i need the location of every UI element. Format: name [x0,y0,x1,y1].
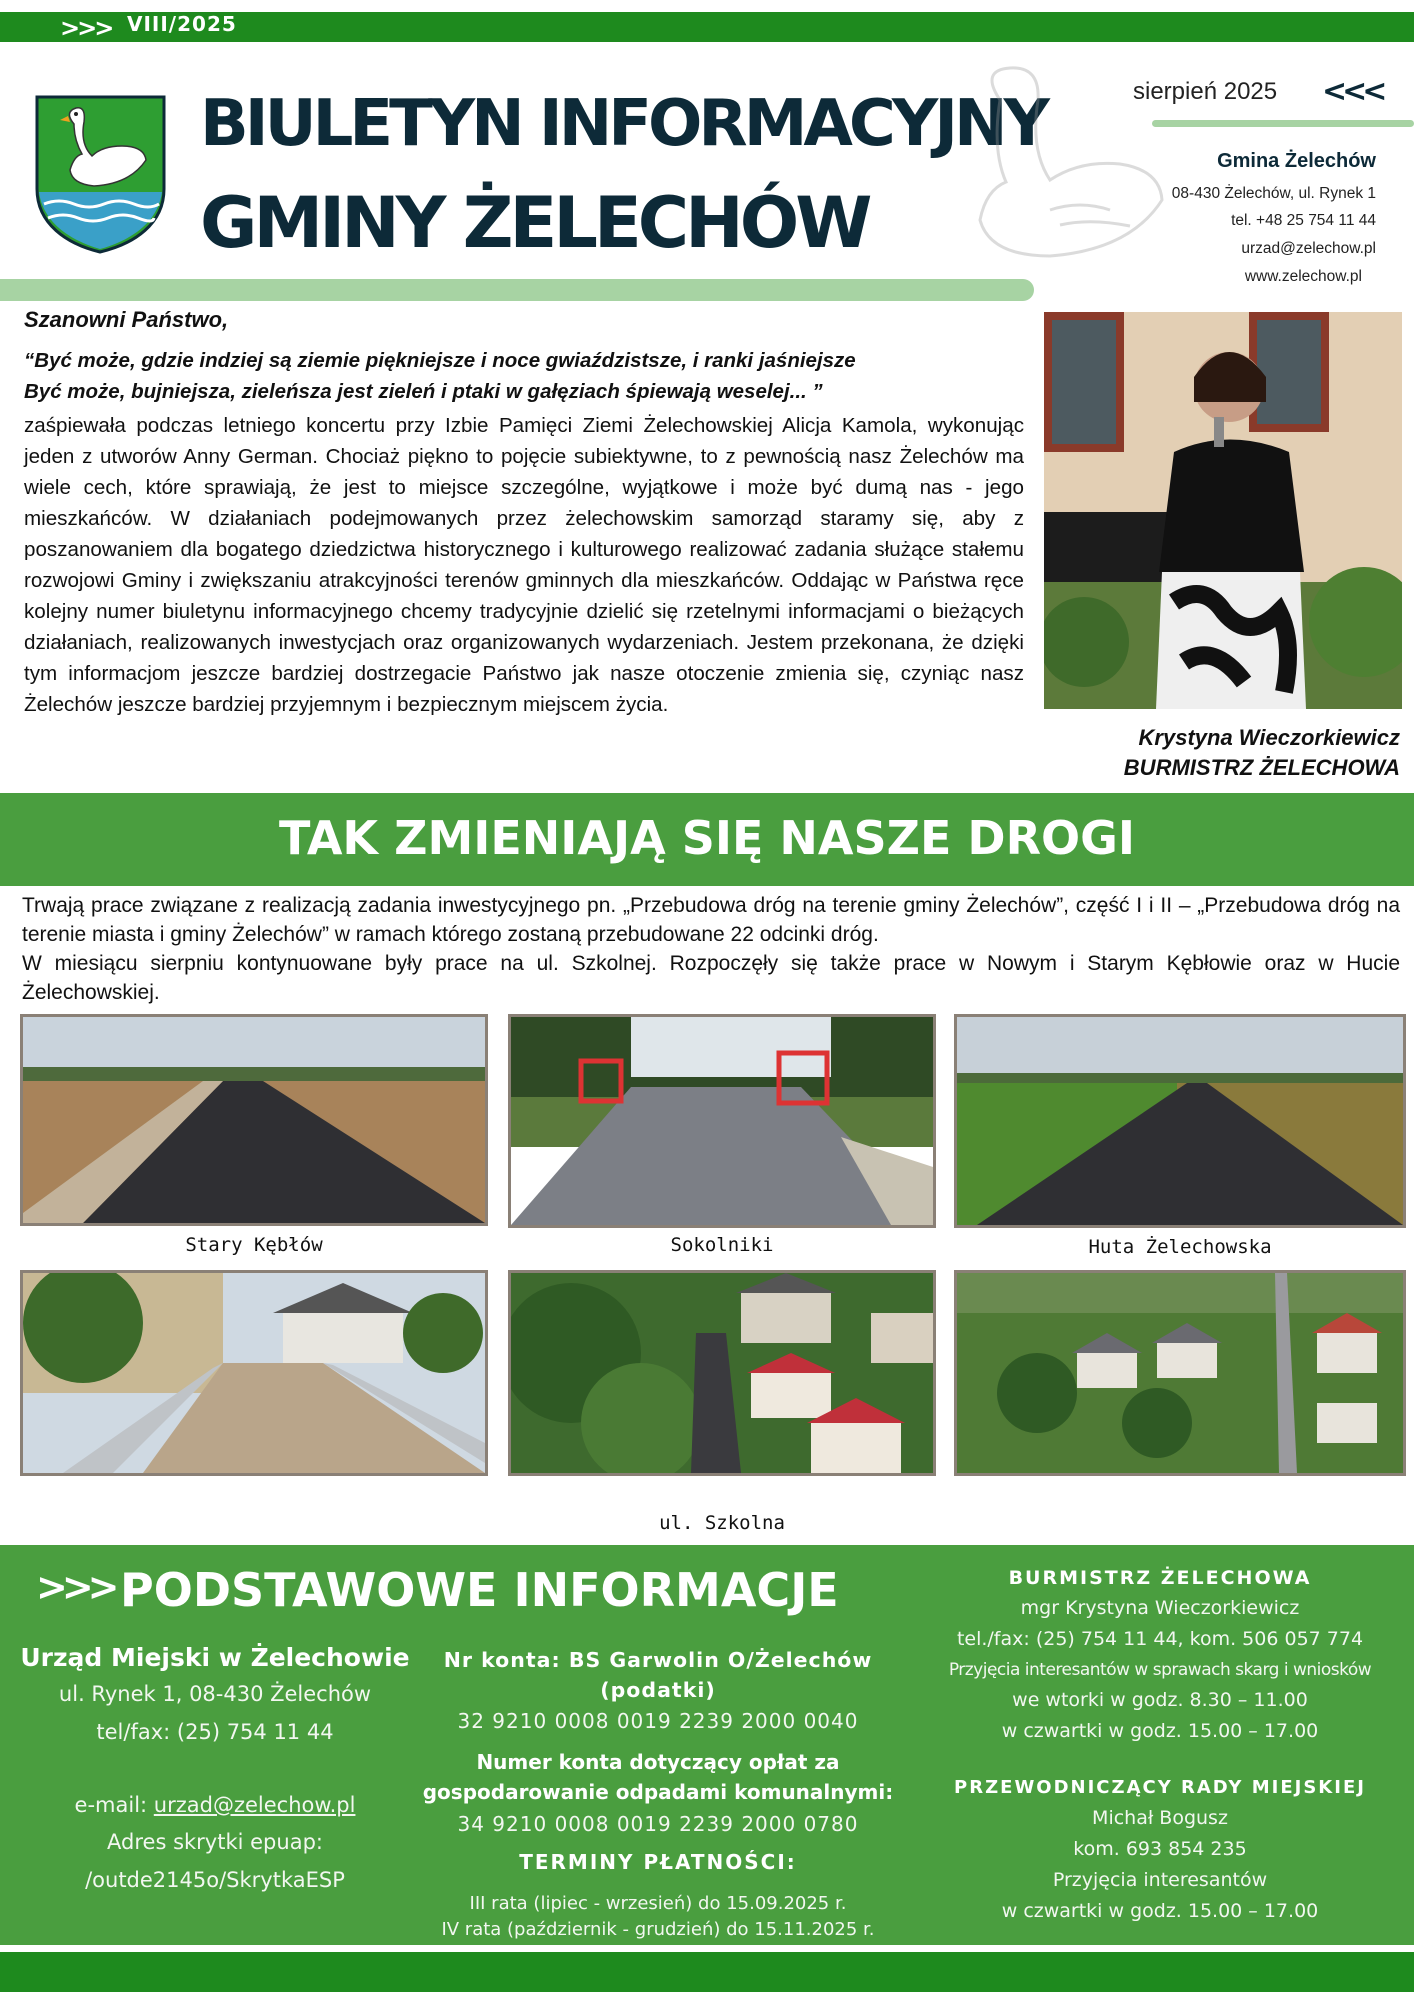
office-name: Urząd Miejski w Żelechowie [20,1643,410,1672]
mayor-hours: w czwartki w godz. 15.00 – 17.00 [1001,1720,1319,1742]
roads-section-header [0,793,1414,886]
chevrons-right-icon: >>> [60,14,112,42]
bulletin-title-line1: BIULETYN INFORMACYJNY [200,87,1046,161]
quote-line: Być może, bujniejsza, zieleńsza jest zieleń i ptaki w gałęziach śpiewają weselej... ” [24,380,823,403]
road-photo-aerial-village [954,1270,1406,1476]
mayor-photo [1044,312,1402,709]
roads-paragraph: Trwają prace związane z realizacją zadania inwestycyjnego pn. „Przebudowa dróg na terenie gminy Żelechów”, część I i II – „Przebudowa dróg na terenie miasta i gminy Żelechów” w ramach którego zostaną przebudowane 22 odcinki dróg. [22,894,1400,946]
payment-terms-label: TERMINY PŁATNOŚCI: [519,1850,797,1874]
signature-title: BURMISTRZ ŻELECHOWA [1123,755,1400,780]
letter-body: zaśpiewała podczas letniego koncertu przy Izbie Pamięci Ziemi Żelechowskiej Alicja Kamola, wykonując jeden z utworów Anny German. Chociaż piękno to pojęcie subiektywne, to z pewnością nasz Żelechów ma wiele cech, które sprawiają, że jest to miejsce szczególne, wyjątkowe i może być dumą nas - jego mieszkańców. W działaniach podejmowanych przez żelechowskim samorząd staramy się, aby z poszanowaniem dla bogatego dziedzictwa historycznego i kulturowego realizować zadania służące stałemu rozwojowi Gminy i zwiększaniu atrakcyjności terenów gminnych dla mieszkańców. Oddając w Państwa ręce kolejny numer biuletynu informacyjnego chcemy tradycyjnie dzielić się rzetelnymi informacjami o bieżących działaniach, realizowanych inwestycjach oraz organizowanych wydarzeniach. Jestem przekonana, że dzięki tym informacjom jeszcze bardziej dostrzegacie Państwo jak nasze otoczenie zmienia się, czyniąc nasz Żelechów jeszcze bardziej przyjemnym i bezpiecznym miejscem życia. [24,414,1024,716]
council-chair-name: Michał Bogusz [1092,1807,1228,1829]
tax-account-label: Nr konta: BS Garwolin O/Żelechów (podatki) [443,1648,873,1702]
council-hours-label: Przyjęcia interesantów [1052,1869,1268,1891]
section-title: PODSTAWOWE INFORMACJE [120,1563,839,1617]
quote-line: “Być może, gdzie indziej są ziemie piękniejsze i noce gwiaździstsze, i ranki jaśniejsze [24,349,856,372]
mayor-hours: we wtorki w godz. 8.30 – 11.00 [1012,1689,1308,1711]
waste-account-label: gospodarowanie odpadami komunalnymi: [422,1780,894,1804]
bulletin-title-line2: GMINY ŻELECHÓW [200,182,869,264]
photo-caption: ul. Szkolna [659,1512,785,1534]
divider [0,279,1034,301]
greeting: Szanowni Państwo, [24,307,229,332]
mayor-hours-label: Przyjęcia interesantów w sprawach skarg i wniosków [948,1660,1372,1680]
office-email-row [20,1787,410,1823]
coat-of-arms-logo [34,94,167,254]
council-chair-title: PRZEWODNICZĄCY RADY MIEJSKIEJ [954,1777,1366,1798]
tax-account-number: 32 9210 0008 0019 2239 2000 0040 [457,1709,859,1733]
roads-text [22,891,1400,1007]
road-photo-sokolniki [508,1014,936,1228]
payment-term: III rata (lipiec - wrzesień) do 15.09.2025 r. [469,1893,847,1914]
issue-date: sierpień 2025 [1133,78,1278,105]
payment-term: IV rata (październik - grudzień) do 15.11.2025 r. [441,1919,875,1940]
road-photo-huta-zelechowska [954,1014,1406,1228]
chevrons-right-icon: >>> [36,1565,114,1609]
officials-info [930,1563,1390,1927]
mayor-title: BURMISTRZ ŻELECHOWA [1008,1567,1312,1589]
waste-account-label: Numer konta dotyczący opłat za [476,1750,840,1774]
bottom-bar [0,1952,1414,1992]
office-email-link[interactable]: urzad@zelechow.pl [153,1793,356,1817]
photo-caption: Huta Żelechowska [1088,1236,1272,1258]
top-bar [0,12,1414,42]
mayor-name: mgr Krystyna Wieczorkiewicz [1020,1597,1300,1619]
waste-account-number: 34 9210 0008 0019 2239 2000 0780 [457,1812,859,1836]
mayor-phone: tel./fax: (25) 754 11 44, kom. 506 057 774 [956,1628,1364,1650]
signature-name: Krystyna Wieczorkiewicz [1138,725,1400,750]
issue-number: VIII/2025 [127,12,237,36]
section-title: TAK ZMIENIAJĄ SIĘ NASZE DROGI [279,811,1135,865]
email-label: e-mail: [74,1793,154,1817]
roads-paragraph: W miesiącu sierpniu kontynuowane były prace na ul. Szkolnej. Rozpoczęły się także prace w Nowym i Starym Kębłowie oraz w Hucie Żelechowskiej. [22,952,1400,1004]
org-website[interactable]: www.zelechow.pl [1244,268,1362,285]
photo-caption: Sokolniki [670,1234,774,1256]
office-address: ul. Rynek 1, 08-430 Żelechów [58,1682,372,1706]
chevrons-left-icon: <<< [1322,74,1383,109]
road-photo-szkolna-street [20,1270,488,1476]
divider [1152,120,1414,127]
office-info [20,1641,410,1899]
quote [24,345,1024,407]
photo-caption: Stary Kębłów [185,1234,323,1256]
council-chair-phone: kom. 693 854 235 [1073,1838,1247,1860]
org-address: 08-430 Żelechów, ul. Rynek 1 [1171,185,1376,202]
office-phone: tel/fax: (25) 754 11 44 [96,1720,334,1744]
council-hours: w czwartki w godz. 15.00 – 17.00 [1001,1900,1319,1922]
org-name: Gmina Żelechów [1217,150,1376,172]
org-phone: tel. +48 25 754 11 44 [1231,212,1376,229]
epuap-address: /outde2145o/SkrytkaESP [85,1868,345,1892]
road-photo-stary-keblow [20,1014,488,1226]
epuap-label: Adres skrytki epuap: [107,1830,323,1854]
accounts-info [396,1645,920,1943]
road-photo-szkolna-aerial [508,1270,936,1476]
org-email[interactable]: urzad@zelechow.pl [1241,240,1376,257]
basic-info-section [0,1545,1414,1945]
